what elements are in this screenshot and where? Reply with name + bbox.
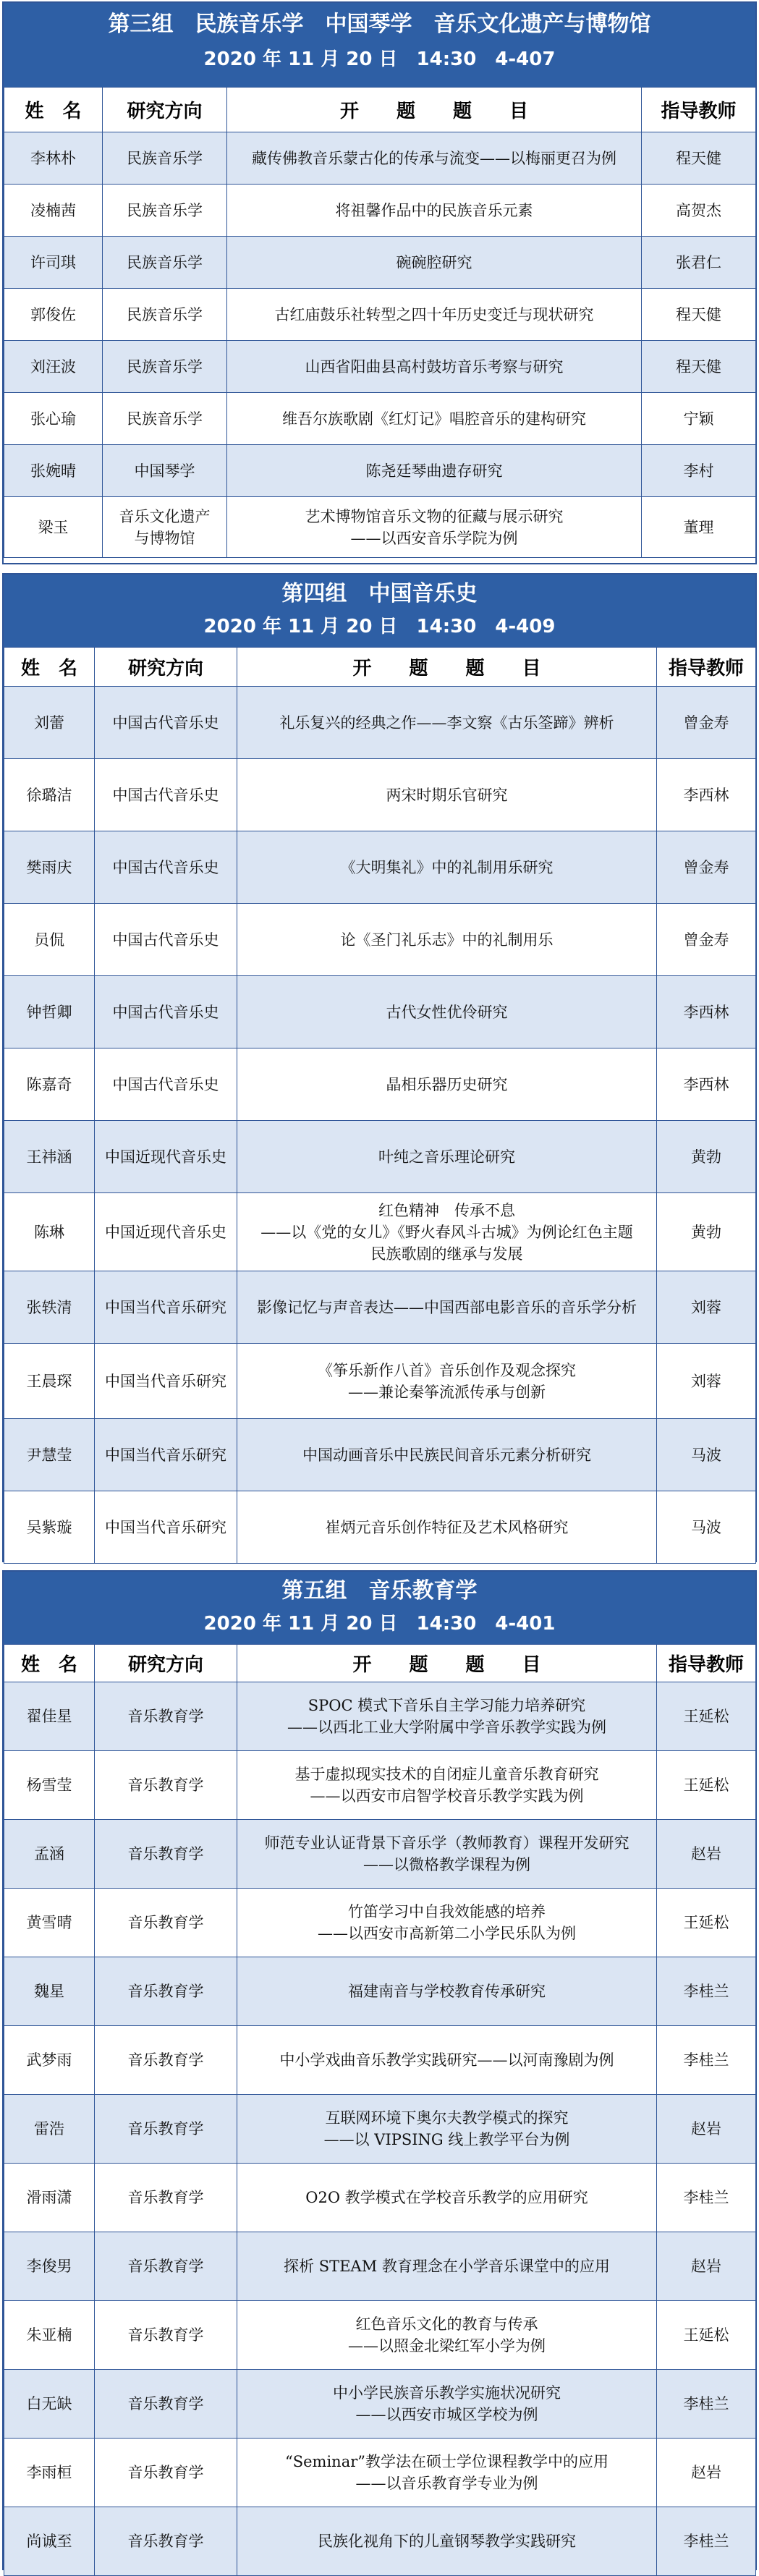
student-name: 魏星: [4, 1957, 95, 2026]
research-direction: [95, 1491, 237, 1564]
table-row: [4, 445, 756, 497]
advisor-name: 程天健: [642, 289, 756, 341]
student-name: 徐璐洁: [4, 759, 95, 831]
advisor-name: 曾金寿: [657, 831, 756, 904]
thesis-topic: [227, 497, 642, 558]
table-row: [4, 1820, 756, 1889]
student-name: 朱亚楠: [4, 2301, 95, 2370]
research-direction: [95, 759, 237, 831]
thesis-topic: [227, 185, 642, 237]
advisor-name: 王延松: [657, 1751, 756, 1820]
table-row: [4, 132, 756, 185]
student-name: 孟涵: [4, 1820, 95, 1889]
table-row: [4, 237, 756, 289]
advisor-name: 马波: [657, 1419, 756, 1491]
thesis-topic: [237, 1048, 657, 1121]
student-name: 陈琳: [4, 1193, 95, 1271]
advisor-name: 高贺杰: [642, 185, 756, 237]
student-name: 陈嘉奇: [4, 1048, 95, 1121]
student-name: 吴紫璇: [4, 1491, 95, 1564]
thesis-topic-line: 中小学戏曲音乐教学实践研究——以河南豫剧为例: [279, 2051, 614, 2069]
research-direction-line: 音乐教育学: [127, 2258, 204, 2275]
advisor-name: 董理: [642, 497, 756, 558]
research-direction-line: 音乐教育学: [127, 1983, 204, 2000]
thesis-topic-line: 晶相乐器历史研究: [386, 1075, 508, 1093]
thesis-topic: [237, 2507, 657, 2576]
advisor-name: 黄勃: [657, 1121, 756, 1193]
table-header-row: [4, 1645, 756, 1682]
section-group-4: [2, 573, 757, 1562]
thesis-topic: [237, 1344, 657, 1419]
thesis-topic-line: 古红庙鼓乐社转型之四十年历史变迁与现状研究: [274, 305, 594, 323]
table-row: [4, 831, 756, 904]
thesis-topic-line: 福建南音与学校教育传承研究: [348, 1983, 546, 2000]
thesis-topic-line: ——以西安市高新第二小学民乐队为例: [318, 1925, 576, 1942]
research-direction-line: 音乐教育学: [127, 2533, 204, 2550]
thesis-topic: [237, 687, 657, 759]
table-row: [4, 393, 756, 445]
research-direction-line: 音乐教育学: [127, 2051, 204, 2069]
thesis-topic-line: 崔炳元音乐创作特征及艺术风格研究: [325, 1518, 569, 1536]
thesis-topic: [237, 2095, 657, 2164]
thesis-topic-line: 礼乐复兴的经典之作——李文察《古乐筌蹄》辨析: [279, 713, 614, 732]
table-row: [4, 1344, 756, 1419]
section-header: [4, 1572, 755, 1644]
advisor-name: 曾金寿: [657, 687, 756, 759]
table-row: [4, 2507, 756, 2576]
thesis-topic-line: 将祖馨作品中的民族音乐元素: [335, 201, 533, 219]
thesis-topic: [237, 1682, 657, 1751]
research-direction: [103, 132, 227, 185]
research-direction: [103, 497, 227, 558]
research-direction: [95, 2507, 237, 2576]
advisor-name: 黄勃: [657, 1193, 756, 1271]
section-title: 第四组 中国音乐史: [281, 581, 478, 606]
thesis-topic-line: O2O 教学模式在学校音乐教学的应用研究: [305, 2189, 588, 2206]
thesis-topic-line: 古代女性优伶研究: [386, 1003, 508, 1021]
research-direction-line: 中国古代音乐史: [112, 931, 219, 949]
table-row: [4, 497, 756, 558]
advisor-name: 张君仁: [642, 237, 756, 289]
table-row: [4, 341, 756, 393]
thesis-topic: [227, 289, 642, 341]
table-row: [4, 2301, 756, 2370]
research-direction: [95, 2439, 237, 2507]
column-header: 姓 名: [4, 648, 95, 687]
thesis-topic-line: 碗碗腔研究: [396, 253, 472, 271]
research-direction: [95, 1957, 237, 2026]
thesis-topic-line: ——兼论秦筝流派传承与创新: [348, 1383, 546, 1401]
research-direction-line: 音乐教育学: [127, 1845, 204, 1863]
advisor-name: 李村: [642, 445, 756, 497]
research-direction-line: 中国古代音乐史: [112, 858, 219, 876]
thesis-topic-line: 藏传佛教音乐蒙古化的传承与流变——以梅丽更召为例: [252, 149, 616, 167]
student-name: 王祎涵: [4, 1121, 95, 1193]
advisor-name: 赵岩: [657, 2095, 756, 2164]
research-direction-line: 中国当代音乐研究: [105, 1518, 226, 1536]
thesis-topic-line: 陈尧廷琴曲遗存研究: [365, 462, 503, 480]
schedule-table: [4, 87, 756, 558]
student-name: 李雨桓: [4, 2439, 95, 2507]
research-direction-line: 音乐教育学: [127, 1776, 204, 1794]
research-direction: [95, 1682, 237, 1751]
research-direction: [103, 445, 227, 497]
research-direction: [95, 1193, 237, 1271]
student-name: 凌楠茜: [4, 185, 103, 237]
thesis-topic-line: 维吾尔族歌剧《红灯记》唱腔音乐的建构研究: [282, 410, 586, 428]
thesis-topic-line: ——以西安市城区学校为例: [355, 2406, 538, 2423]
thesis-topic-line: ——以《党的女儿》《野火春风斗古城》为例论红色主题: [260, 1223, 633, 1241]
research-direction: [95, 1048, 237, 1121]
thesis-topic: [227, 445, 642, 497]
research-direction-line: 中国古代音乐史: [112, 713, 219, 732]
research-direction: [95, 1271, 237, 1344]
research-direction: [95, 2370, 237, 2439]
thesis-topic-line: 《大明集礼》中的礼制用乐研究: [340, 858, 554, 876]
student-name: 张轶清: [4, 1271, 95, 1344]
section-title: 第三组 民族音乐学 中国琴学 音乐文化遗产与博物馆: [108, 12, 651, 37]
table-row: [4, 1957, 756, 2026]
column-header: 指导教师: [657, 648, 756, 687]
thesis-topic: [227, 341, 642, 393]
thesis-topic: [237, 1820, 657, 1889]
thesis-topic-line: SPOC 模式下音乐自主学习能力培养研究: [308, 1697, 586, 1714]
student-name: 王晨琛: [4, 1344, 95, 1419]
table-row: [4, 289, 756, 341]
student-name: 刘蕾: [4, 687, 95, 759]
thesis-topic-line: 《筝乐新作八首》音乐创作及观念探究: [318, 1361, 576, 1379]
research-direction: [95, 2026, 237, 2095]
research-direction: [95, 687, 237, 759]
advisor-name: 赵岩: [657, 2439, 756, 2507]
thesis-topic-line: ——以音乐教育学专业为例: [355, 2475, 538, 2492]
research-direction: [95, 1751, 237, 1820]
thesis-topic-line: 民族歌剧的继承与发展: [370, 1245, 523, 1263]
research-direction-line: 中国古代音乐史: [112, 786, 219, 804]
advisor-name: 李桂兰: [657, 2164, 756, 2232]
research-direction-line: 音乐教育学: [127, 1914, 204, 1931]
student-name: 员侃: [4, 904, 95, 976]
advisor-name: 刘蓉: [657, 1344, 756, 1419]
student-name: 钟哲卿: [4, 976, 95, 1048]
research-direction: [95, 904, 237, 976]
section-title: 第五组 音乐教育学: [281, 1578, 478, 1603]
research-direction: [103, 341, 227, 393]
advisor-name: 李桂兰: [657, 1957, 756, 2026]
research-direction-line: 音乐教育学: [127, 1708, 204, 1725]
thesis-topic: [227, 393, 642, 445]
thesis-topic: [237, 759, 657, 831]
thesis-topic: [237, 1121, 657, 1193]
research-direction: [103, 185, 227, 237]
advisor-name: 王延松: [657, 2301, 756, 2370]
advisor-name: 李桂兰: [657, 2026, 756, 2095]
research-direction-line: 中国古代音乐史: [112, 1075, 219, 1093]
student-name: 郭俊佐: [4, 289, 103, 341]
thesis-topic-line: 师范专业认证背景下音乐学（教师教育）课程开发研究: [264, 1834, 629, 1852]
advisor-name: 曾金寿: [657, 904, 756, 976]
column-header: 开 题 题 目: [227, 88, 642, 132]
thesis-topic-line: 中国动画音乐中民族民间音乐元素分析研究: [302, 1446, 591, 1464]
thesis-topic-line: 艺术博物馆音乐文物的征藏与展示研究: [305, 507, 564, 525]
thesis-topic: [237, 1491, 657, 1564]
research-direction-line: 音乐教育学: [127, 2395, 204, 2412]
student-name: 刘汪波: [4, 341, 103, 393]
thesis-topic: [237, 2301, 657, 2370]
research-direction: [95, 1344, 237, 1419]
thesis-topic-line: 论《圣门礼乐志》中的礼制用乐: [340, 931, 554, 949]
thesis-topic-line: ——以西安音乐学院为例: [350, 529, 518, 547]
column-header: 研究方向: [95, 648, 237, 687]
thesis-topic: [227, 132, 642, 185]
thesis-topic: [237, 2164, 657, 2232]
research-direction: [95, 1419, 237, 1491]
thesis-topic-line: ——以微格教学课程为例: [363, 1856, 530, 1873]
student-name: 许司琪: [4, 237, 103, 289]
research-direction: [95, 1889, 237, 1957]
research-direction: [95, 1121, 237, 1193]
section-date: 2020 年 11 月 20 日 14:30 4-409: [203, 616, 556, 637]
research-direction: [95, 2095, 237, 2164]
research-direction: [95, 1820, 237, 1889]
table-row: [4, 2439, 756, 2507]
research-direction-line: 中国当代音乐研究: [105, 1298, 226, 1316]
thesis-topic: [237, 2232, 657, 2301]
research-direction-line: 民族音乐学: [127, 253, 203, 271]
table-row: [4, 1682, 756, 1751]
advisor-name: 王延松: [657, 1682, 756, 1751]
thesis-topic-line: 山西省阳曲县高村鼓坊音乐考察与研究: [305, 357, 564, 376]
student-name: 杨雪莹: [4, 1751, 95, 1820]
student-name: 张心瑜: [4, 393, 103, 445]
thesis-topic-line: 红色精神 传承不息: [378, 1201, 515, 1219]
thesis-topic: [237, 1957, 657, 2026]
table-row: [4, 185, 756, 237]
research-direction: [95, 2164, 237, 2232]
thesis-topic-line: 两宋时期乐官研究: [386, 786, 508, 804]
column-header: 研究方向: [103, 88, 227, 132]
advisor-name: 李西林: [657, 1048, 756, 1121]
thesis-topic: [237, 831, 657, 904]
advisor-name: 宁颖: [642, 393, 756, 445]
column-header: 指导教师: [642, 88, 756, 132]
thesis-topic-line: ——以西安市启智学校音乐教学实践为例: [310, 1787, 584, 1805]
table-row: [4, 687, 756, 759]
thesis-topic-line: ——以照金北梁红军小学为例: [348, 2337, 546, 2355]
section-group-5: [2, 1570, 757, 2570]
student-name: 白无缺: [4, 2370, 95, 2439]
advisor-name: 马波: [657, 1491, 756, 1564]
research-direction-line: 音乐文化遗产: [119, 507, 211, 525]
schedule-table: [4, 647, 756, 1564]
research-direction-line: 中国近现代音乐史: [105, 1223, 226, 1241]
table-row: [4, 2232, 756, 2301]
advisor-name: 赵岩: [657, 1820, 756, 1889]
advisor-name: 李桂兰: [657, 2370, 756, 2439]
table-row: [4, 2095, 756, 2164]
column-header: 姓 名: [4, 1645, 95, 1682]
thesis-topic: [237, 2026, 657, 2095]
section-date: 2020 年 11 月 20 日 14:30 4-401: [203, 1613, 556, 1635]
student-name: 尹慧莹: [4, 1419, 95, 1491]
section-group-3: [2, 1, 757, 564]
research-direction-line: 民族音乐学: [127, 149, 203, 167]
table-row: [4, 1751, 756, 1820]
thesis-topic: [237, 1193, 657, 1271]
research-direction-line: 音乐教育学: [127, 2464, 204, 2481]
table-row: [4, 2370, 756, 2439]
section-header: [4, 3, 755, 87]
advisor-name: 李西林: [657, 759, 756, 831]
student-name: 武梦雨: [4, 2026, 95, 2095]
research-direction-line: 中国琴学: [134, 462, 195, 480]
thesis-topic-line: 探析 STEAM 教育理念在小学音乐课堂中的应用: [284, 2258, 610, 2275]
student-name: 樊雨庆: [4, 831, 95, 904]
table-header-row: [4, 648, 756, 687]
advisor-name: 程天健: [642, 341, 756, 393]
table-row: [4, 759, 756, 831]
thesis-topic-line: 叶纯之音乐理论研究: [378, 1148, 515, 1166]
student-name: 黄雪晴: [4, 1889, 95, 1957]
thesis-topic-line: 竹笛学习中自我效能感的培养: [348, 1903, 546, 1920]
thesis-topic-line: ——以西北工业大学附属中学音乐教学实践为例: [287, 1719, 606, 1736]
research-direction-line: 与博物馆: [134, 529, 195, 547]
student-name: 李林朴: [4, 132, 103, 185]
research-direction-line: 中国当代音乐研究: [105, 1372, 226, 1390]
research-direction: [95, 2301, 237, 2370]
research-direction-line: 中国古代音乐史: [112, 1003, 219, 1021]
table-row: [4, 2164, 756, 2232]
thesis-topic: [227, 237, 642, 289]
advisor-name: 王延松: [657, 1889, 756, 1957]
table-row: [4, 1193, 756, 1271]
research-direction: [95, 2232, 237, 2301]
research-direction-line: 音乐教育学: [127, 2189, 204, 2206]
table-row: [4, 1271, 756, 1344]
table-row: [4, 1889, 756, 1957]
table-row: [4, 1121, 756, 1193]
research-direction-line: 民族音乐学: [127, 410, 203, 428]
advisor-name: 李西林: [657, 976, 756, 1048]
thesis-topic: [237, 1271, 657, 1344]
research-direction-line: 中国当代音乐研究: [105, 1446, 226, 1464]
thesis-topic-line: 红色音乐文化的教育与传承: [355, 2316, 538, 2333]
section-date: 2020 年 11 月 20 日 14:30 4-407: [203, 48, 556, 70]
thesis-topic: [237, 2370, 657, 2439]
advisor-name: 程天健: [642, 132, 756, 185]
advisor-name: 刘蓉: [657, 1271, 756, 1344]
student-name: 翟佳星: [4, 1682, 95, 1751]
research-direction-line: 民族音乐学: [127, 201, 203, 219]
table-row: [4, 904, 756, 976]
thesis-topic-line: 影像记忆与声音表达——中国西部电影音乐的音乐学分析: [257, 1298, 637, 1316]
research-direction-line: 民族音乐学: [127, 357, 203, 376]
section-header: [4, 575, 755, 647]
column-header: 开 题 题 目: [237, 1645, 657, 1682]
thesis-topic-line: 基于虚拟现实技术的自闭症儿童音乐教育研究: [294, 1766, 599, 1783]
table-row: [4, 2026, 756, 2095]
research-direction: [95, 831, 237, 904]
student-name: 梁玉: [4, 497, 103, 558]
research-direction: [103, 237, 227, 289]
student-name: 滑雨潇: [4, 2164, 95, 2232]
schedule-table: [4, 1644, 756, 2576]
research-direction-line: 中国近现代音乐史: [105, 1148, 226, 1166]
column-header: 指导教师: [657, 1645, 756, 1682]
thesis-topic: [237, 976, 657, 1048]
thesis-topic-line: 互联网环境下奥尔夫教学模式的探究: [325, 2109, 569, 2127]
thesis-topic-line: “Seminar”教学法在硕士学位课程教学中的应用: [285, 2453, 609, 2470]
thesis-topic: [237, 1889, 657, 1957]
research-direction-line: 音乐教育学: [127, 2326, 204, 2344]
thesis-topic: [237, 1751, 657, 1820]
column-header: 开 题 题 目: [237, 648, 657, 687]
thesis-topic-line: ——以 VIPSING 线上教学平台为例: [323, 2131, 570, 2148]
student-name: 张婉晴: [4, 445, 103, 497]
student-name: 尚诚至: [4, 2507, 95, 2576]
student-name: 雷浩: [4, 2095, 95, 2164]
research-direction: [103, 393, 227, 445]
table-row: [4, 1491, 756, 1564]
table-row: [4, 976, 756, 1048]
thesis-topic: [237, 2439, 657, 2507]
research-direction: [103, 289, 227, 341]
thesis-topic-line: 民族化视角下的儿童钢琴教学实践研究: [318, 2533, 576, 2550]
column-header: 研究方向: [95, 1645, 237, 1682]
research-direction: [95, 976, 237, 1048]
advisor-name: 赵岩: [657, 2232, 756, 2301]
thesis-topic: [237, 1419, 657, 1491]
table-header-row: [4, 88, 756, 132]
research-direction-line: 民族音乐学: [127, 305, 203, 323]
student-name: 李俊男: [4, 2232, 95, 2301]
table-row: [4, 1048, 756, 1121]
table-row: [4, 1419, 756, 1491]
thesis-topic-line: 中小学民族音乐教学实施状况研究: [333, 2384, 561, 2402]
research-direction-line: 音乐教育学: [127, 2120, 204, 2138]
advisor-name: 李桂兰: [657, 2507, 756, 2576]
thesis-topic: [237, 904, 657, 976]
column-header: 姓 名: [4, 88, 103, 132]
